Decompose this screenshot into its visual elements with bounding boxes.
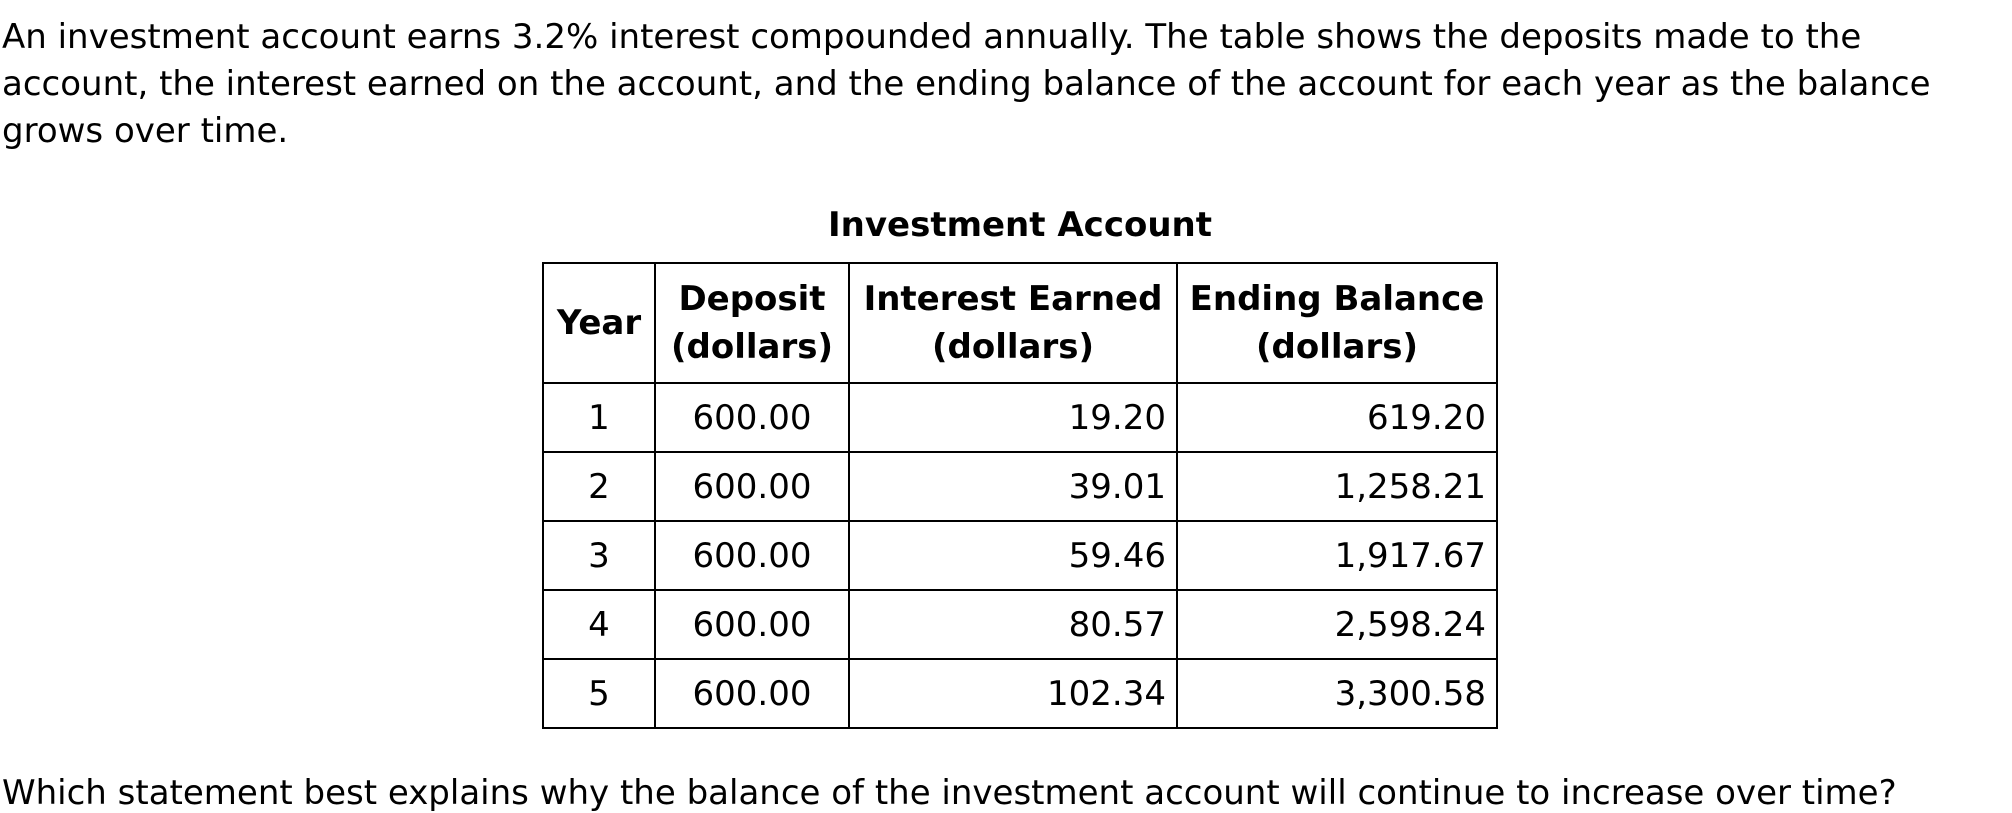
header-balance-label: Ending Balance — [1189, 279, 1485, 319]
header-interest-unit: (dollars) — [931, 327, 1095, 367]
header-year-label: Year — [556, 303, 642, 343]
cell-year: 4 — [543, 590, 655, 659]
table-row — [543, 659, 1497, 728]
cell-balance: 1,917.67 — [1177, 521, 1497, 590]
cell-balance: 619.20 — [1177, 383, 1497, 452]
cell-year: 5 — [543, 659, 655, 728]
investment-table — [542, 262, 1498, 729]
header-interest-label: Interest Earned — [863, 279, 1163, 319]
table-row — [543, 383, 1497, 452]
header-year — [543, 263, 655, 383]
header-deposit — [655, 263, 849, 383]
table-row — [543, 590, 1497, 659]
cell-balance: 3,300.58 — [1177, 659, 1497, 728]
cell-interest: 80.57 — [849, 590, 1177, 659]
cell-deposit: 600.00 — [655, 590, 849, 659]
cell-interest: 102.34 — [849, 659, 1177, 728]
header-deposit-unit: (dollars) — [670, 327, 834, 367]
table-row — [543, 452, 1497, 521]
cell-balance: 2,598.24 — [1177, 590, 1497, 659]
cell-deposit: 600.00 — [655, 659, 849, 728]
problem-intro: An investment account earns 3.2% interest compounded annually. The table shows the deposits made to the account, the interest earned on the account, and the ending balance of the account for each year as the balance grows over time. — [2, 17, 1931, 151]
header-balance-unit: (dollars) — [1255, 327, 1419, 367]
cell-interest: 19.20 — [849, 383, 1177, 452]
header-interest — [849, 263, 1177, 383]
table-row — [543, 521, 1497, 590]
table-title: Investment Account — [828, 205, 1212, 245]
cell-balance: 1,258.21 — [1177, 452, 1497, 521]
cell-interest: 39.01 — [849, 452, 1177, 521]
question-text: Which statement best explains why the balance of the investment account will continue to increase over time? — [2, 773, 1897, 813]
cell-deposit: 600.00 — [655, 521, 849, 590]
table-header-row — [543, 263, 1497, 383]
cell-year: 1 — [543, 383, 655, 452]
cell-deposit: 600.00 — [655, 452, 849, 521]
cell-year: 2 — [543, 452, 655, 521]
header-balance — [1177, 263, 1497, 383]
cell-deposit: 600.00 — [655, 383, 849, 452]
cell-year: 3 — [543, 521, 655, 590]
cell-interest: 59.46 — [849, 521, 1177, 590]
header-deposit-label: Deposit — [678, 279, 826, 319]
